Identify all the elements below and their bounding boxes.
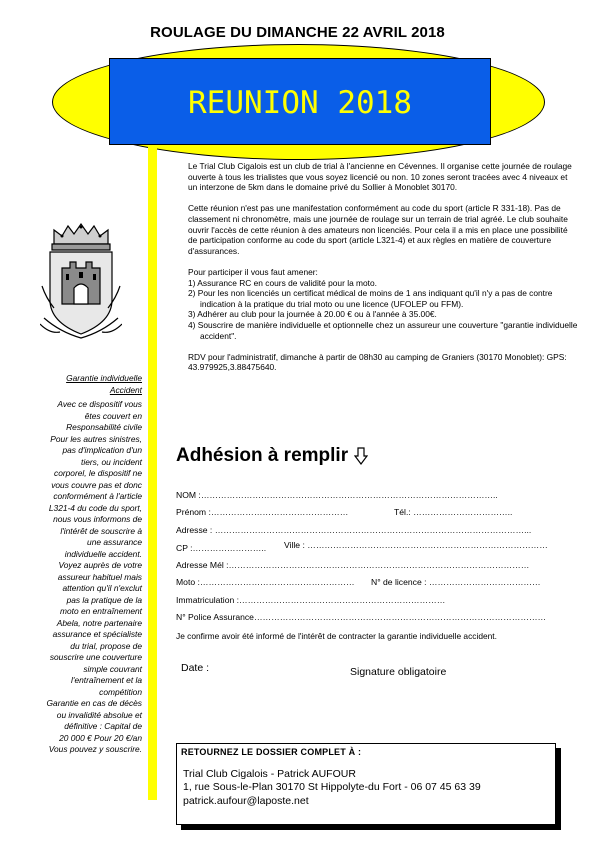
firstname-field[interactable]: Prénom :………………………………………… (176, 507, 349, 517)
rules-paragraph: Cette réunion n'est pas une manifestation conformément au code du sport (article R 331-18). Pas de classement ni chronomètre, mais une journée de roulage sur un terrain de trial agréé. Le club souhaite ouvrir l'accès de cette réunion à des amateurs non licenciés. Pour cela il a mis en place une possibilité de participation conforme au code du sport (article L321-4) et aux règles en matière de couverture d'assurances. (188, 203, 568, 256)
return-line-name: Trial Club Cigalois - Patrick AUFOUR (183, 768, 356, 780)
name-field[interactable]: NOM :………………………………………………………………………………………….. (176, 490, 498, 500)
moto-field[interactable]: Moto :……………………………………………… (176, 577, 355, 587)
event-title: ROULAGE DU DIMANCHE 22 AVRIL 2018 (150, 24, 445, 41)
intro-paragraph: Le Trial Club Cigalois est un club de trial à l'ancienne en Cévennes. Il organise cette journée de roulage ouverte à tous les trialistes que vous soyez licencié ou non. 10 zones seront tracées avec 4 niveaux et un interzone de 5km dans le domaine privé du Sollier à Monoblet 30170. (188, 161, 572, 193)
sidebar-line: définitive : Capital de (64, 721, 142, 731)
address-field[interactable]: Adresse : ………………………………………………………………………………………………... (176, 525, 532, 535)
sidebar-line: corporel, le dispositif ne (54, 468, 142, 478)
phone-field[interactable]: Tél.: …………………………….. (394, 507, 513, 517)
sidebar-line: attention qu'il n'exclut (62, 583, 142, 593)
list-item: 4) Souscrire de manière individuelle et optionnelle chez un assureur une couverture "garantie individuelle accident". (188, 319, 578, 341)
sidebar-line: vous couvre pas et donc (51, 479, 142, 490)
sidebar-line: souscrire une couverture (49, 652, 142, 662)
sidebar-line: une assurance (87, 537, 142, 547)
sidebar-line: ou invalidité absolue et (56, 709, 142, 720)
sidebar-line: du trial, propose de (70, 640, 142, 651)
return-address-box (176, 743, 556, 825)
sidebar-line: L321-4 du code du sport, (48, 502, 142, 513)
sidebar-line: individuelle accident. (64, 548, 142, 559)
licence-field[interactable]: N° de licence : ………………………………… (371, 577, 541, 587)
sidebar-line: l'intérêt de souscrire à (60, 525, 142, 536)
insurance-policy-field[interactable]: N° Police Assurance………………………………………………………………………………………… (176, 612, 547, 622)
sidebar-line: compétition (99, 686, 142, 697)
rdv-paragraph: RDV pour l'administratif, dimanche à partir de 08h30 au camping de Graniers (30170 Monoblet): GPS: 43.979925,3.88475640. (188, 351, 567, 373)
date-label: Date : (181, 662, 210, 674)
return-heading: RETOURNEZ LE DOSSIER COMPLET À : (181, 747, 362, 757)
down-arrow-icon (354, 447, 368, 465)
sidebar-line: Abela, notre partenaire (56, 617, 142, 628)
return-line-address: 1, rue Sous-le-Plan 30170 St Hippolyte-du Fort - 06 07 45 63 39 (183, 781, 481, 793)
sidebar-line: Pour les autres sinistres, (50, 433, 142, 444)
description-block (188, 161, 578, 383)
sidebar-line: nous vous informons de (53, 514, 142, 524)
box-shadow-bottom (181, 825, 561, 830)
sidebar-line: pas d'implication d'un (62, 445, 142, 455)
sidebar-title: Garantie individuelle Accident (66, 373, 142, 395)
sidebar-lines (40, 399, 142, 756)
return-line-email[interactable]: patrick.aufour@laposte.net (183, 795, 309, 807)
list-item: 3) Adhérer au club pour la journée à 20.00 € ou à l'année à 35.00€. (188, 309, 437, 320)
banner-title: REUNION 2018 (188, 85, 412, 121)
sidebar-line: simple couvrant (83, 663, 142, 674)
sidebar-line: tiers, ou incident (81, 456, 142, 467)
city-field[interactable]: Ville : ………………………………………………………………………… (284, 540, 548, 550)
sidebar-line: 20 000 € Pour 20 €/an (59, 732, 142, 743)
sidebar-line: pas la pratique de la (66, 594, 142, 605)
yellow-accent-bar (148, 145, 157, 800)
registration-field[interactable]: Immatriculation :……………………………………………………………… (176, 595, 446, 605)
sidebar-line: Garantie en cas de décès (46, 698, 142, 708)
email-field[interactable]: Adresse Mél :…………………………………………………………………………………………… (176, 560, 530, 570)
banner-box (109, 58, 491, 145)
sidebar-line: assureur habituel mais (57, 571, 142, 582)
sidebar-line: êtes couvert en (84, 410, 142, 421)
list-item: 1) Assurance RC en cours de validité pour la moto. (188, 277, 377, 288)
box-shadow-right (556, 748, 561, 830)
town-crest-icon (40, 222, 122, 342)
sidebar-line: Voyez auprès de votre (58, 560, 142, 570)
sidebar-line: Vous pouvez y souscrire. (48, 744, 142, 754)
postcode-field[interactable]: CP :…………………….. (176, 543, 267, 553)
confirmation-text: Je confirme avoir été informé de l'intérêt de contracter la garantie individuelle accident. (176, 631, 497, 641)
sidebar-line: l'entraînement et la (71, 675, 142, 685)
sidebar-line: Avec ce dispositif vous (57, 399, 142, 409)
adhesion-heading (176, 445, 368, 467)
sidebar-line: assurance et spécialiste (52, 629, 142, 639)
sidebar-line: Responsabilité civile (66, 422, 142, 432)
sidebar-line: conformément à l'article (53, 491, 142, 501)
sidebar-line: moto en entraînement (60, 606, 142, 616)
insurance-sidebar (40, 373, 142, 756)
list-intro: Pour participer il vous faut amener: (188, 266, 318, 277)
signature-label: Signature obligatoire (350, 666, 447, 678)
adhesion-heading-text: Adhésion à remplir (176, 445, 349, 466)
list-item: 2) Pour les non licenciés un certificat médical de moins de 1 ans indiquant qu'il n'y a pas de contre indication à la pratique du trial moto ou une licence (UFOLEP ou FFM). (188, 288, 553, 309)
